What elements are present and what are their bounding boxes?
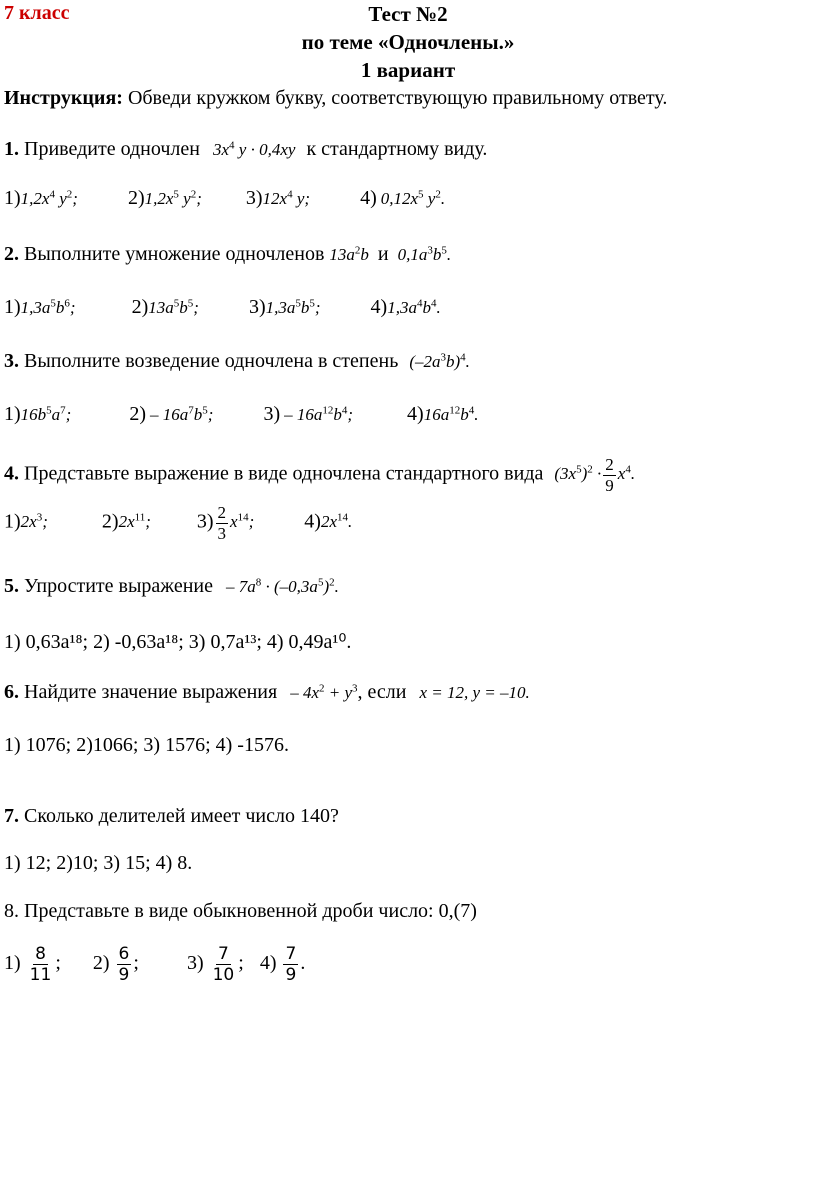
- q3-option-1: $16b^5a^7$;: [20, 404, 72, 424]
- test-title: Тест №2: [368, 2, 448, 26]
- q3-option-4-label: 4): [407, 403, 424, 425]
- q4-option-2: $2x^{11}$;: [118, 511, 151, 532]
- question-1-number: 1.: [4, 138, 19, 160]
- q1-option-3-label: 3): [245, 187, 263, 209]
- q2-option-2: $13a^5b^5$;: [148, 297, 199, 317]
- question-3-number: 3.: [4, 350, 19, 372]
- q4-option-2-label: 2): [101, 510, 119, 533]
- q1-option-3: $12x^4$ y;: [262, 188, 311, 208]
- grade-label: 7 класс: [4, 2, 70, 24]
- q8-option-2-label: 2): [92, 952, 110, 975]
- q4-option-4: $2x^{14}$.: [320, 511, 353, 532]
- question-1-text2: к стандартному виду.: [306, 138, 488, 160]
- q8-option-4-label: 4): [259, 952, 277, 975]
- question-1: [4, 138, 487, 161]
- question-1-expression: $3x^4$ y · 0,4xy: [213, 139, 296, 159]
- q2-option-3-label: 3): [248, 296, 266, 318]
- q1-option-1-label: 1): [4, 187, 21, 209]
- question-4-expression: $(3x^5)^2$ · $\frac{2}{9}$ $x^4$.: [554, 455, 636, 495]
- q8-option-2: $\frac{6}{9}$: [118, 944, 130, 985]
- question-8-answers: 1) $\frac{8}{11}$ ; 2) $\frac{6}{9}$ ; 3) $\frac{7}{10}$ ; 4) $\frac{7}{9}$ .: [4, 944, 306, 985]
- q4-option-1-label: 1): [4, 510, 21, 533]
- question-6-expression: – $4x^2 + y^3$: [290, 682, 358, 702]
- q2-option-4: $1,3a^4b^4$.: [387, 297, 441, 317]
- q3-option-1-label: 1): [4, 403, 21, 425]
- question-7-text: Сколько делителей имеет число 140?: [24, 805, 339, 827]
- q8-option-4: $\frac{7}{9}$: [285, 944, 297, 985]
- q1-option-2: $1,2x^5$ $y^2$;: [144, 188, 202, 208]
- q4-option-3-label: 3): [196, 510, 214, 533]
- q8-option-3: $\frac{7}{10}$: [212, 944, 235, 985]
- question-4-text: Представьте выражение в виде одночлена стандартного вида: [24, 462, 544, 485]
- q1-option-4: $0,12x^5$ $y^2$.: [380, 188, 446, 208]
- question-7-number: 7.: [4, 805, 19, 827]
- question-7-answers: 1) 12; 2)10; 3) 15; 4) 8.: [4, 852, 193, 874]
- question-3: [4, 350, 470, 373]
- q4-option-3: $\frac{2}{3}$ $x^{14}$;: [217, 503, 255, 543]
- question-5: [4, 575, 339, 598]
- q3-option-3-label: 3): [263, 403, 281, 425]
- q4-option-1: $2x^3$;: [20, 511, 48, 532]
- question-5-number: 5.: [4, 575, 19, 597]
- q3-option-3: – $16a^{12}b^4$;: [284, 404, 354, 424]
- question-4-answers: [4, 503, 352, 544]
- test-topic: по теме «Одночлены.»: [301, 30, 515, 54]
- question-4-number: 4.: [4, 462, 19, 485]
- question-1-text: Приведите одночлен: [24, 138, 200, 160]
- q8-option-3-label: 3): [186, 952, 204, 975]
- q3-option-2-label: 2): [129, 403, 147, 425]
- question-6-number: 6.: [4, 681, 19, 703]
- question-6: [4, 681, 530, 704]
- question-7: [4, 805, 339, 828]
- question-2-expression-2: $0,1a^3b^5$.: [397, 244, 452, 264]
- q2-option-2-label: 2): [131, 296, 149, 318]
- q1-option-4-label: 4): [360, 187, 377, 209]
- instruction: [4, 87, 667, 110]
- question-2-and: и: [377, 243, 389, 265]
- question-2-text: Выполните умножение одночленов: [24, 243, 325, 265]
- question-5-expression: – $7a^8 \cdot (-0,3a^5)^2$.: [226, 576, 339, 596]
- q2-option-1: $1,3a^5b^6$;: [20, 297, 76, 317]
- q2-option-1-label: 1): [4, 296, 21, 318]
- question-3-text: Выполните возведение одночлена в степень: [24, 350, 399, 372]
- q3-option-4: $16a^{12}b^4$.: [423, 404, 479, 424]
- question-4: [4, 455, 635, 496]
- q2-option-4-label: 4): [370, 296, 388, 318]
- instruction-label: Инструкция:: [4, 87, 123, 109]
- question-6-text: Найдите значение выражения: [24, 681, 278, 703]
- test-variant: 1 вариант: [360, 58, 456, 82]
- question-8: 8. Представьте в виде обыкновенной дроби число: 0,(7): [4, 900, 477, 922]
- question-5-text: Упростите выражение: [24, 575, 214, 597]
- q1-option-2-label: 2): [127, 187, 145, 209]
- question-2-answers: [4, 296, 441, 319]
- q3-option-2: – $16a^7b^5$;: [150, 404, 214, 424]
- question-2-number: 2.: [4, 243, 19, 265]
- question-1-answers: [4, 187, 445, 210]
- question-6-values: x = 12, y = –10.: [419, 683, 530, 702]
- q8-option-1-label: 1): [4, 952, 21, 975]
- q1-option-1: $1,2x^4$ $y^2$;: [20, 188, 78, 208]
- instruction-text: Обведи кружком букву, соответствующую правильному ответу.: [127, 87, 668, 109]
- question-5-answers: 1) 0,63a¹⁸; 2) -0,63a¹⁸; 3) 0,7a¹³; 4) 0,49a¹⁰.: [4, 631, 352, 653]
- q4-option-4-label: 4): [304, 510, 321, 533]
- question-6-if: , если: [357, 681, 407, 703]
- question-2-expression-1: $13a^2b$: [329, 244, 369, 264]
- q8-option-1: $\frac{8}{11}$: [29, 944, 52, 985]
- question-3-answers: [4, 403, 478, 426]
- question-6-answers: 1) 1076; 2)1066; 3) 1576; 4) -1576.: [4, 734, 289, 756]
- question-2: [4, 243, 451, 266]
- q2-option-3: $1,3a^5b^5$;: [265, 297, 321, 317]
- question-3-expression: $(-2a^3b)^4$.: [409, 351, 470, 371]
